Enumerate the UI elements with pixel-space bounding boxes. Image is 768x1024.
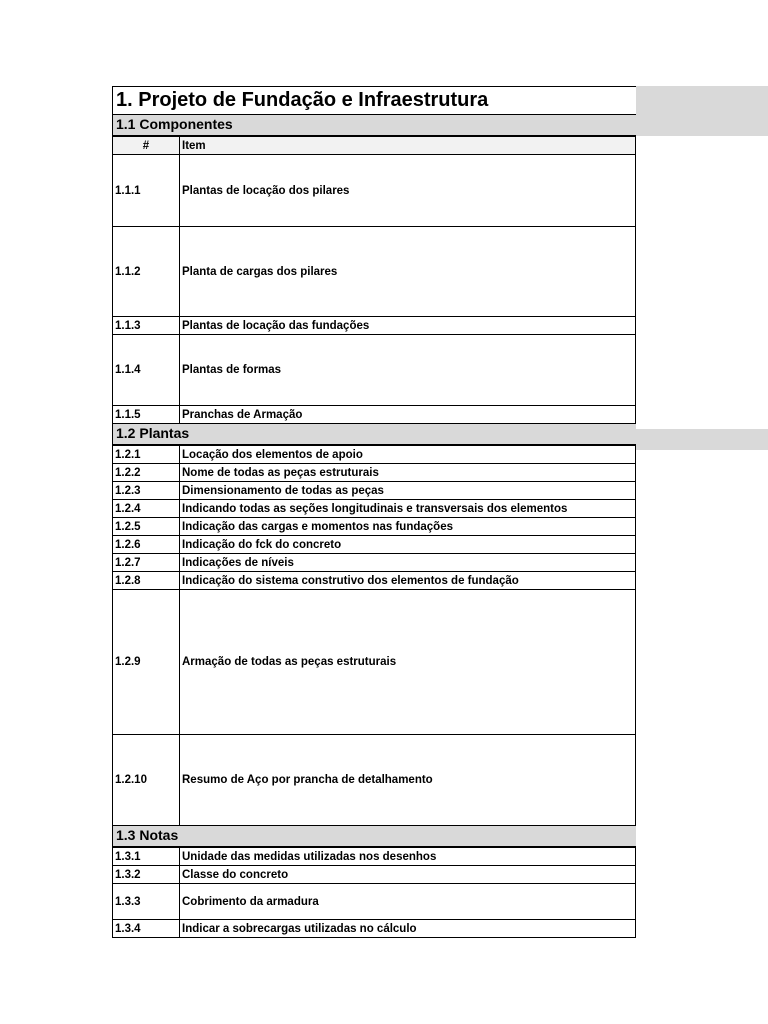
- row-item: Plantas de locação das fundações: [180, 317, 636, 335]
- row-item: Indicação do sistema construtivo dos elementos de fundação: [180, 572, 636, 590]
- section-notas-title: 1.3 Notas: [116, 827, 179, 843]
- table-row: [113, 920, 636, 938]
- table-header-row: [113, 137, 636, 155]
- notas-table: [112, 847, 636, 938]
- row-item: Planta de cargas dos pilares: [180, 227, 636, 317]
- page-title: 1. Projeto de Fundação e Infraestrutura: [116, 89, 489, 111]
- column-header-num: #: [113, 137, 180, 155]
- componentes-table: [112, 136, 636, 424]
- section-componentes-title: 1.1 Componentes: [116, 116, 233, 132]
- row-number: 1.2.2: [113, 464, 180, 482]
- row-number: 1.3.2: [113, 866, 180, 884]
- row-item: Cobrimento da armadura: [180, 884, 636, 920]
- row-number: 1.2.8: [113, 572, 180, 590]
- row-number: 1.1.4: [113, 335, 180, 406]
- row-item: Classe do concreto: [180, 866, 636, 884]
- row-number: 1.1.5: [113, 406, 180, 424]
- row-item: Plantas de locação dos pilares: [180, 155, 636, 227]
- table-row: [113, 536, 636, 554]
- table-row: [113, 848, 636, 866]
- row-number: 1.3.4: [113, 920, 180, 938]
- row-item: Unidade das medidas utilizadas nos desenhos: [180, 848, 636, 866]
- section-componentes-header: [112, 115, 636, 136]
- table-row: [113, 572, 636, 590]
- row-item: Armação de todas as peças estruturais: [180, 590, 636, 735]
- row-number: 1.2.7: [113, 554, 180, 572]
- row-number: 1.2.6: [113, 536, 180, 554]
- plantas-table: [112, 445, 636, 826]
- table-row: [113, 518, 636, 536]
- row-number: 1.2.1: [113, 446, 180, 464]
- row-item: Nome de todas as peças estruturais: [180, 464, 636, 482]
- table-row: [113, 335, 636, 406]
- row-item: Indicação do fck do concreto: [180, 536, 636, 554]
- row-item: Indicando todas as seções longitudinais e transversais dos elementos: [180, 500, 636, 518]
- table-row: [113, 155, 636, 227]
- table-row: [113, 317, 636, 335]
- section-plantas-header: [112, 424, 636, 445]
- row-item: Pranchas de Armação: [180, 406, 636, 424]
- table-row: [113, 735, 636, 826]
- table-row: [113, 500, 636, 518]
- table-row: [113, 227, 636, 317]
- row-number: 1.3.3: [113, 884, 180, 920]
- table-row: [113, 482, 636, 500]
- page-title-row: [112, 86, 636, 115]
- row-item: Locação dos elementos de apoio: [180, 446, 636, 464]
- row-item: Plantas de formas: [180, 335, 636, 406]
- table-row: [113, 464, 636, 482]
- row-item: Indicações de níveis: [180, 554, 636, 572]
- table-row: [113, 406, 636, 424]
- row-number: 1.2.9: [113, 590, 180, 735]
- row-number: 1.1.3: [113, 317, 180, 335]
- section-plantas-title: 1.2 Plantas: [116, 425, 190, 441]
- section-notas-header: [112, 826, 636, 847]
- row-item: Dimensionamento de todas as peças: [180, 482, 636, 500]
- row-item: Indicar a sobrecargas utilizadas no cálculo: [180, 920, 636, 938]
- row-number: 1.1.1: [113, 155, 180, 227]
- row-number: 1.2.10: [113, 735, 180, 826]
- table-row: [113, 866, 636, 884]
- table-row: [113, 554, 636, 572]
- row-number: 1.1.2: [113, 227, 180, 317]
- row-number: 1.2.3: [113, 482, 180, 500]
- header-gray-fill: [636, 86, 768, 136]
- row-item: Indicação das cargas e momentos nas fundações: [180, 518, 636, 536]
- row-number: 1.3.1: [113, 848, 180, 866]
- row-number: 1.2.5: [113, 518, 180, 536]
- table-row: [113, 590, 636, 735]
- spreadsheet: [112, 86, 636, 938]
- table-row: [113, 446, 636, 464]
- column-header-item: Item: [180, 137, 636, 155]
- row-item: Resumo de Aço por prancha de detalhamento: [180, 735, 636, 826]
- table-row: [113, 884, 636, 920]
- plantas-gray-fill: [636, 429, 768, 450]
- row-number: 1.2.4: [113, 500, 180, 518]
